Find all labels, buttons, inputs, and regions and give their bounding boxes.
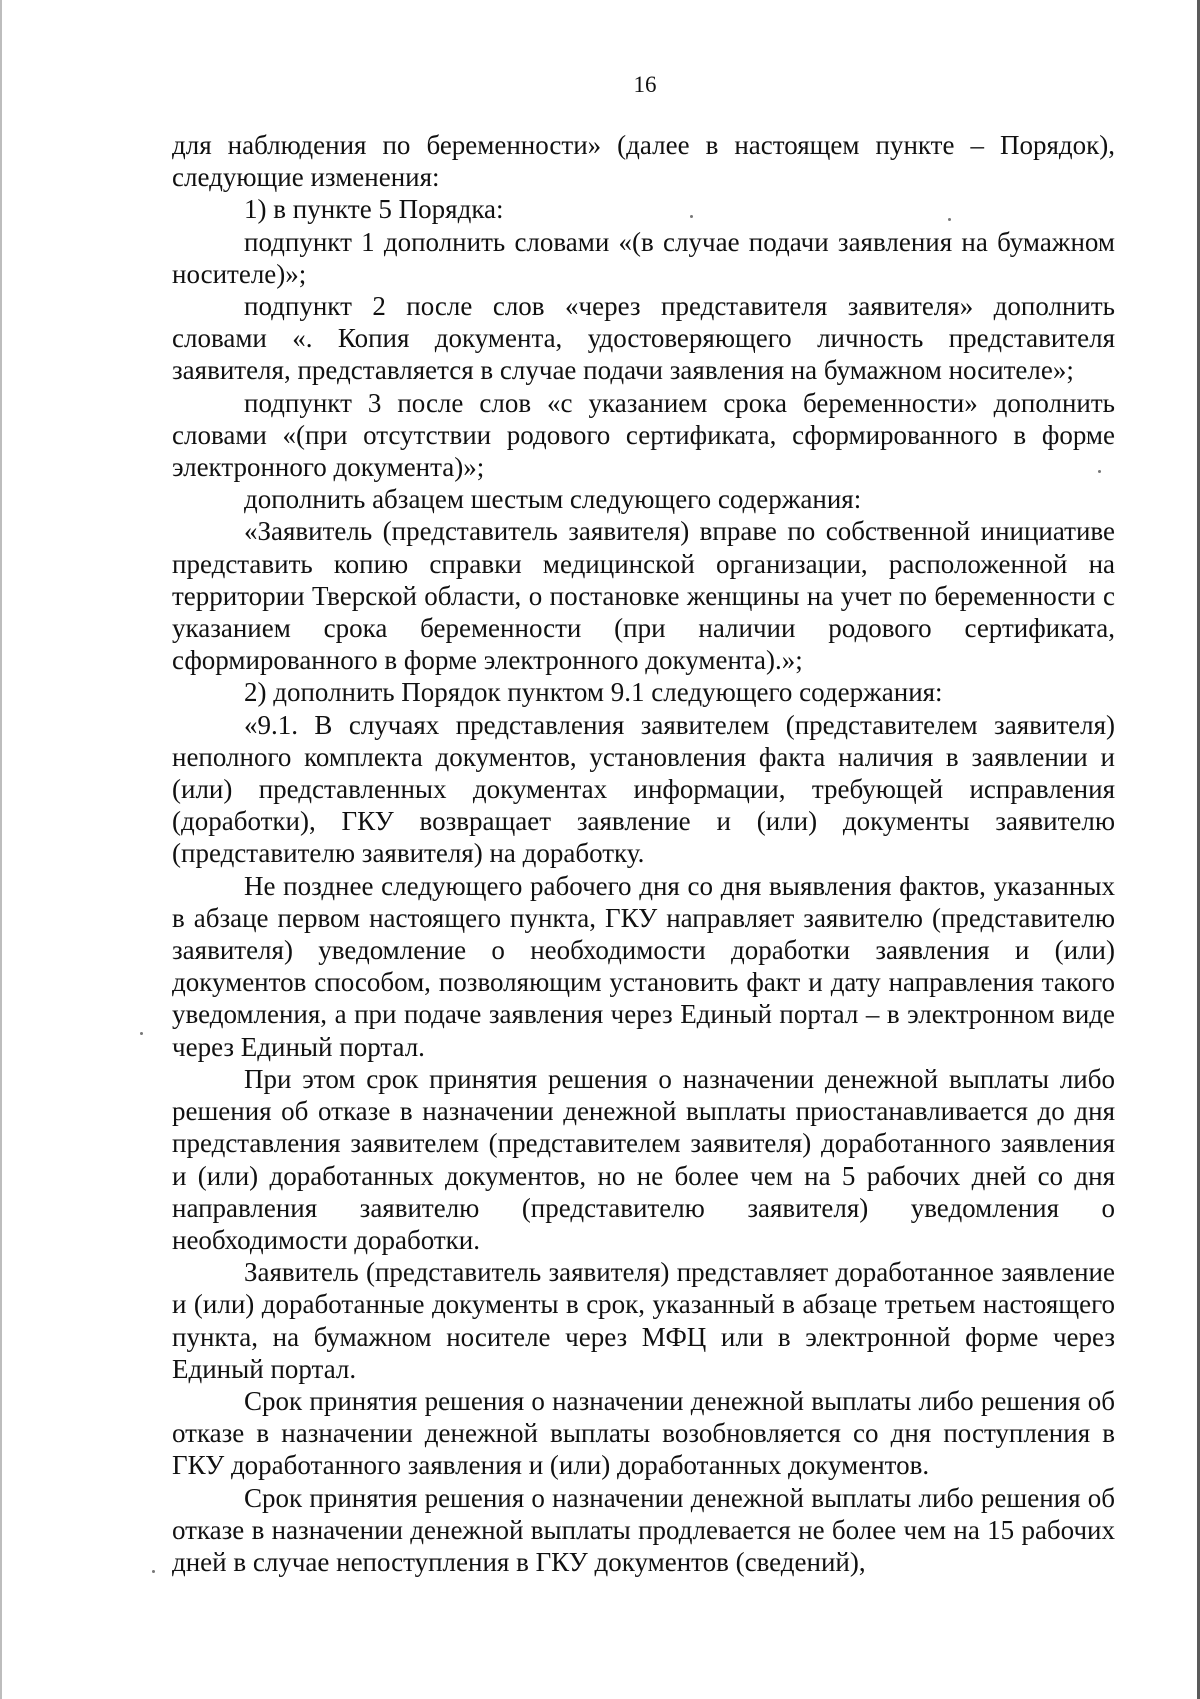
paragraph-term-resumption: Срок принятия решения о назначении денежной выплаты либо решения об отказе в назначении денежной выплаты возобновляется со дня поступления в ГКУ доработанного заявления и (или) доработанных документов.	[172, 1385, 1115, 1481]
paragraph-item-1-heading: 1) в пункте 5 Порядка:	[244, 194, 504, 225]
paragraph-subitem-2: подпункт 2 после слов «через представителя заявителя» дополнить словами «. Копия документа, удостоверяющего личность представителя заявителя, представляется в случае подачи заявления на бумажном носителе»;	[172, 291, 1115, 386]
paragraph-term-suspension: При этом срок принятия решения о назначении денежной выплаты либо решения об отказе в назначении денежной выплаты приостанавливается до дня представления заявителем (представителем заявителя) доработанного заявления и (или) доработанных документов, но не более чем на 5 рабочих дней со дня направления заявителю (представителю заявителя) уведомления о необходимости доработки.	[172, 1063, 1115, 1255]
paragraph-quote-applicant: «Заявитель (представитель заявителя) вправе по собственной инициативе представить копию справки медицинской организации, расположенной на территории Тверской области, о постановке женщины на учет по беременности с указанием срока беременности (при наличии родового сертификата, сформированного в форме электронного документа).»;	[172, 516, 1115, 676]
paragraph-subitem-3: подпункт 3 после слов «с указанием срока беременности» дополнить словами «(при отсутствии родового сертификата, сформированного в форме электронного документа)»;	[172, 387, 1115, 483]
paragraph-notice-deadline: Не позднее следующего рабочего дня со дня выявления фактов, указанных в абзаце первом настоящего пункта, ГКУ направляет заявителю (представителю заявителя) уведомление о необходимости доработки заявления и (или) документов способом, позволяющим установить факт и дату направления такого уведомления, а при подаче заявления через Единый портал – в электронном виде через Единый портал.	[172, 870, 1115, 1062]
paragraph-item-2-heading: 2) дополнить Порядок пунктом 9.1 следующего содержания:	[244, 677, 943, 708]
scan-speck	[690, 215, 693, 218]
paragraph-9-1: «9.1. В случаях представления заявителем (представителем заявителя) неполного комплекта документов, установления факта наличия в заявлении и (или) представленных документах информации, требующей исправления (доработки), ГКУ возвращает заявление и (или) документы заявителю (представителю заявителя) на доработку.	[172, 709, 1115, 869]
scan-edge-left	[0, 0, 2, 1699]
scan-speck	[152, 1570, 155, 1573]
page-number: 16	[633, 72, 657, 97]
paragraph-continuation: для наблюдения по беременности» (далее в настоящем пункте – Порядок), следующие изменения:	[172, 130, 1115, 193]
paragraph-subitem-1: подпункт 1 дополнить словами «(в случае подачи заявления на бумажном носителе)»;	[172, 226, 1115, 289]
scan-speck	[140, 1032, 143, 1035]
scan-speck	[1098, 470, 1101, 473]
paragraph-add-sixth: дополнить абзацем шестым следующего содержания:	[244, 484, 862, 515]
scan-speck	[948, 218, 951, 221]
paragraph-resubmission: Заявитель (представитель заявителя) представляет доработанное заявление и (или) доработанные документы в срок, указанный в абзаце третьем настоящего пункта, на бумажном носителе через МФЦ или в электронной форме через Единый портал.	[172, 1257, 1115, 1384]
paragraph-term-extension: Срок принятия решения о назначении денежной выплаты либо решения об отказе в назначении денежной выплаты продлевается не более чем на 15 рабочих дней в случае непоступления в ГКУ документов (сведений),	[172, 1482, 1115, 1577]
document-body	[172, 129, 1115, 1578]
